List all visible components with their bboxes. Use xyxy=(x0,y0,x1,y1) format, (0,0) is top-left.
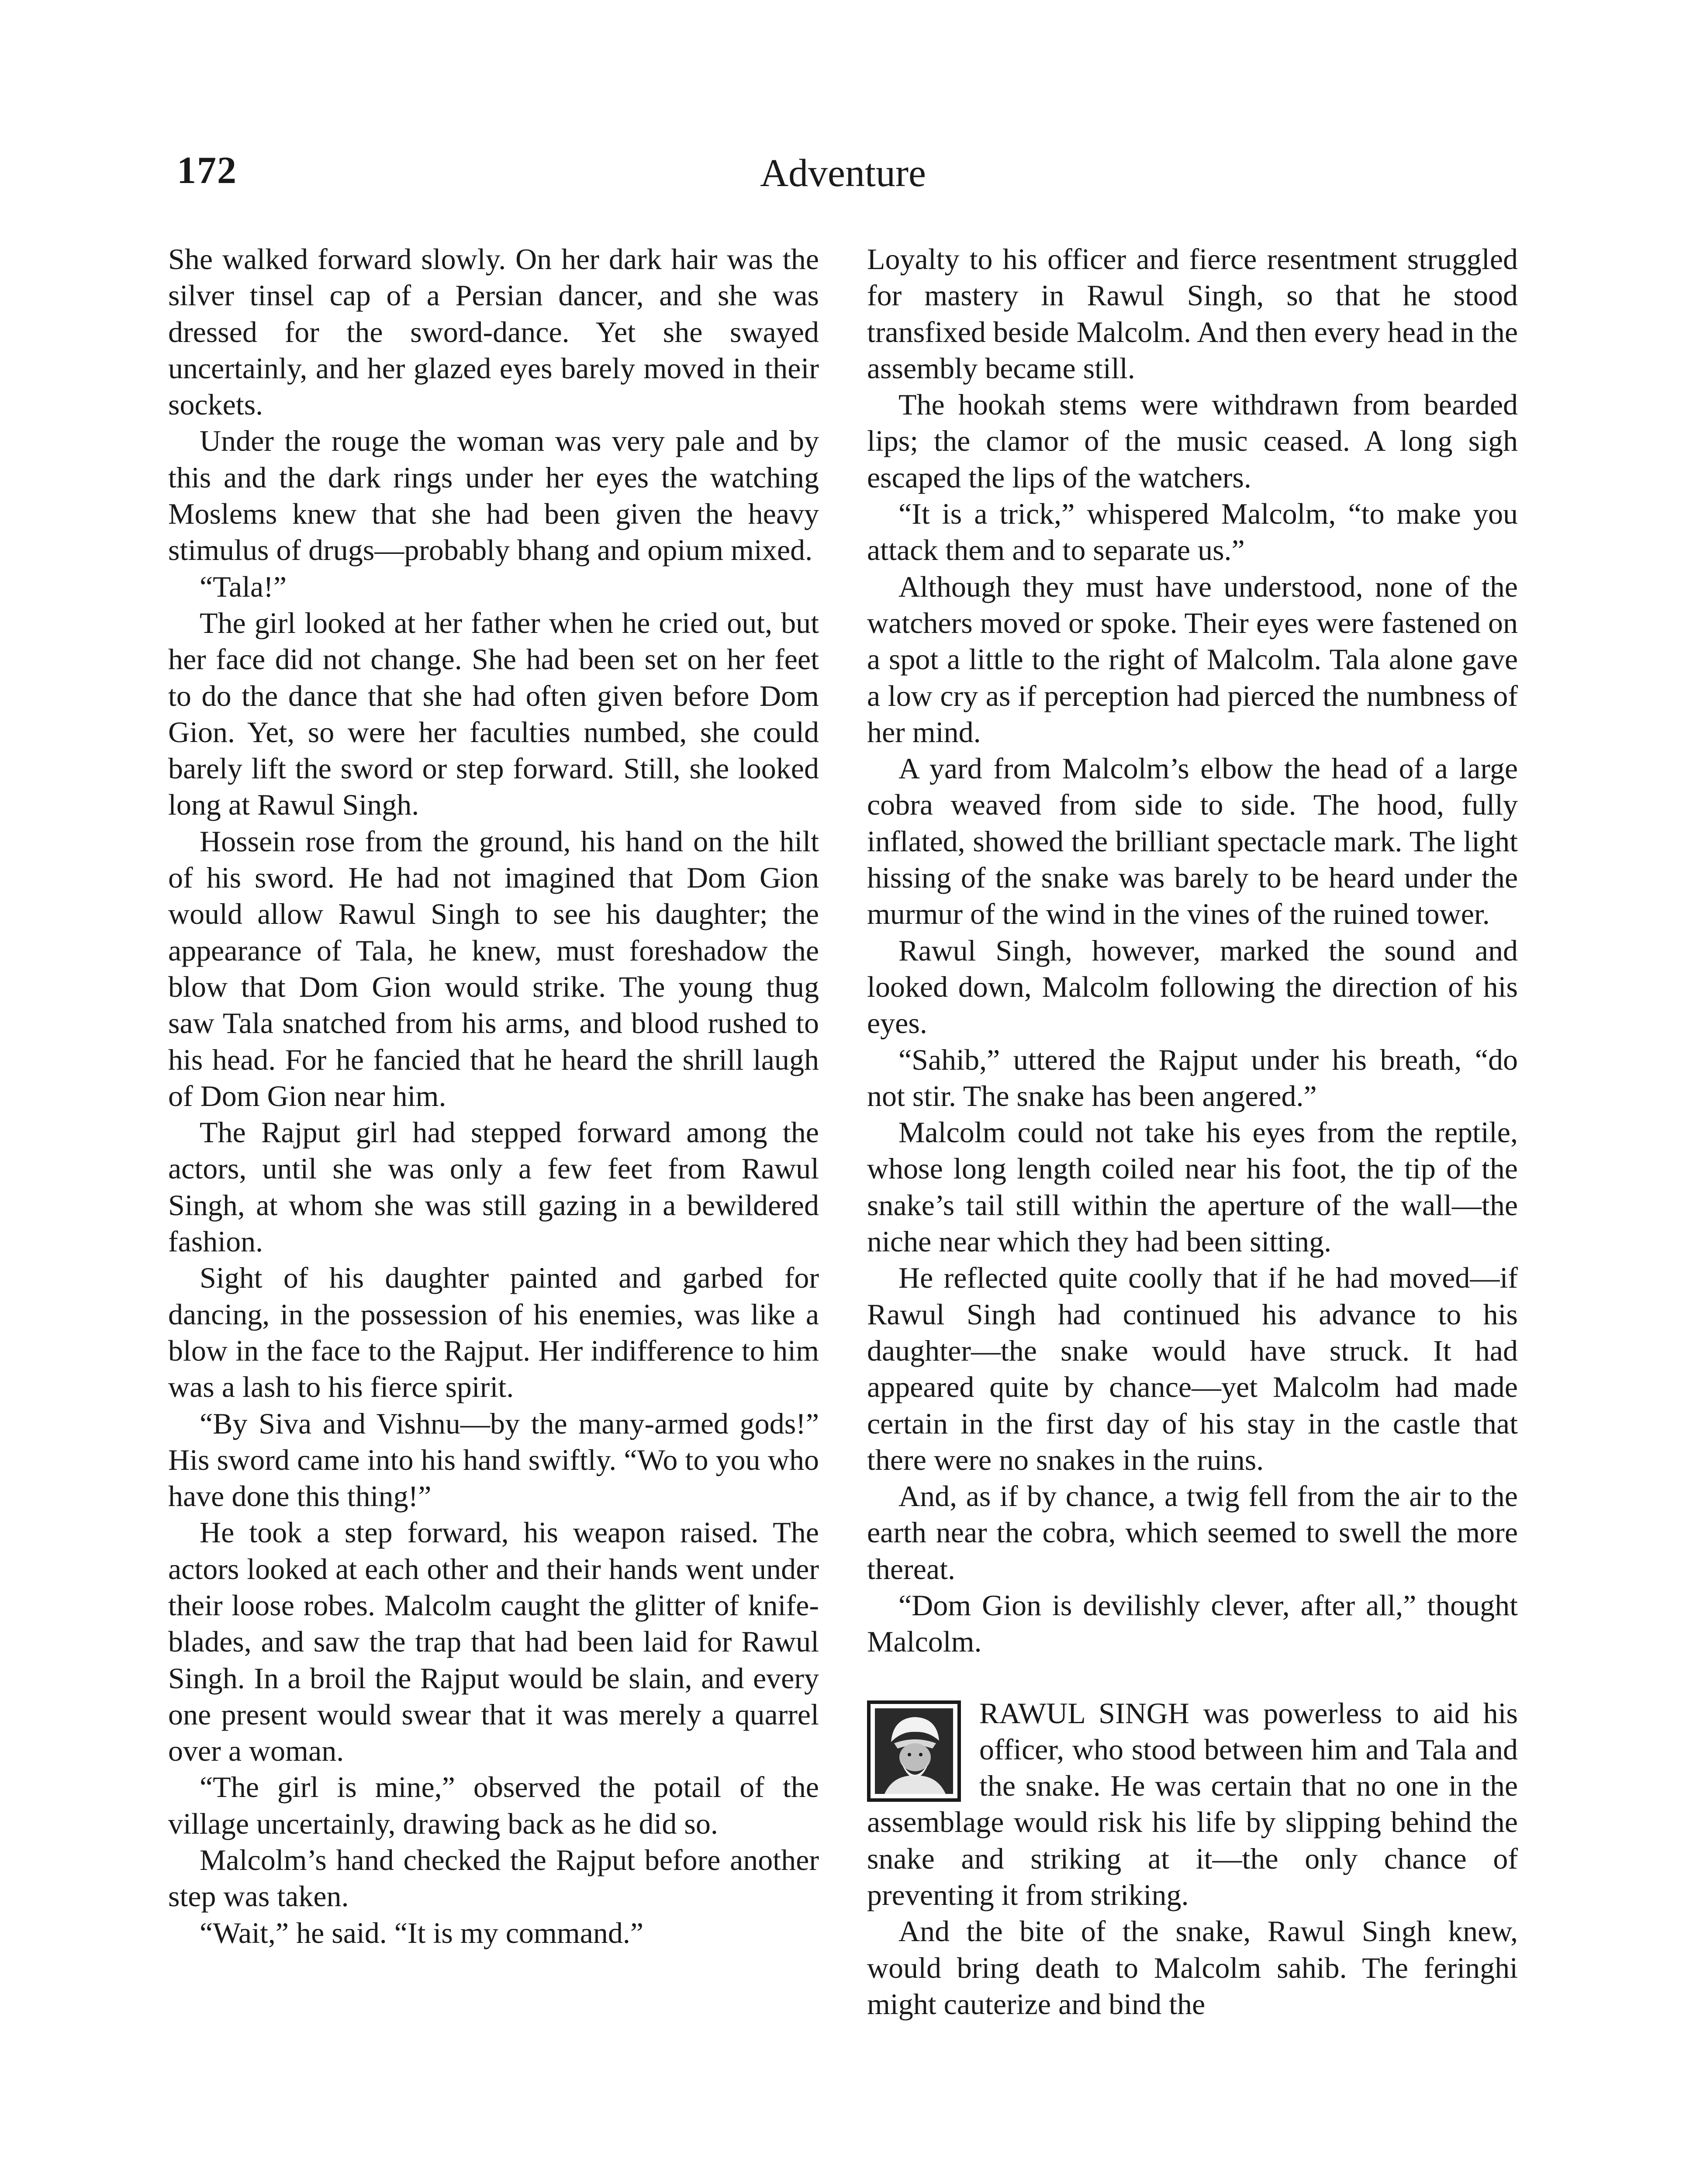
right-column xyxy=(867,241,1518,2022)
left-column xyxy=(168,241,819,1951)
paragraph: Loyalty to his officer and fierce resentment struggled for mastery in Rawul Singh, so that he stood transfixed beside Malcolm. And then every head in the assembly became still. xyxy=(867,242,1518,385)
paragraph: “Dom Gion is devilishly clever, after all,” thought Malcolm. xyxy=(867,1588,1518,1659)
paragraph: Rawul Singh, however, marked the sound and looked down, Malcolm following the direction of his eyes. xyxy=(867,933,1518,1040)
paragraph: Malcolm could not take his eyes from the reptile, whose long length coiled near his foot, the tip of the snake’s tail still within the aperture of the wall—the niche near which they had been sitting. xyxy=(867,1116,1518,1258)
paragraph: The hookah stems were withdrawn from bearded lips; the clamor of the music ceased. A long sigh escaped the lips of the watchers. xyxy=(867,388,1518,494)
paragraph: RAWUL SINGH was powerless to aid his officer, who stood between him and Tala and the snake. He was certain that no one in the assemblage would risk his life by slipping behind the snake and striking at it—the only chance of preventing it from striking. xyxy=(867,1696,1518,1912)
turbaned-figure-icon xyxy=(867,1700,961,1802)
paragraph: Under the rouge the woman was very pale and by this and the dark rings under her eyes the watching Moslems knew that she had been given the heavy stimulus of drugs—probably bhang and opium mixed. xyxy=(168,424,819,567)
page-number: 172 xyxy=(177,149,237,192)
paragraph: Although they must have understood, none of the watchers moved or spoke. Their eyes were fastened on a spot a little to the right of Malcolm. Tala alone gave a low cry as if perception had pierced the numbness of her mind. xyxy=(867,570,1518,749)
paragraph: Sight of his daughter painted and garbed for dancing, in the possession of his enemies, was like a blow in the face to the Rajput. Her indifference to him was a lash to his fierce spirit. xyxy=(168,1261,819,1404)
paragraph: The girl looked at her father when he cried out, but her face did not change. She had been set on her feet to do the dance that she had often given before Dom Gion. Yet, so were her faculties numbed, she could barely lift the sword or step forward. Still, she looked long at Rawul Singh. xyxy=(168,606,819,822)
paragraph: He reflected quite coolly that if he had moved—if Rawul Singh had continued his advance to his daughter—the snake would have struck. It had appeared quite by chance—yet Malcolm had made certain in the first day of his stay in the castle that there were no snakes in the ruins. xyxy=(867,1261,1518,1476)
paragraph: She walked forward slowly. On her dark hair was the silver tinsel cap of a Persian dancer, and she was dressed for the sword-dance. Yet she swayed uncertainly, and her glazed eyes barely moved in their sockets. xyxy=(168,242,819,422)
paragraph: “By Siva and Vishnu—by the many-armed gods!” His sword came into his hand swiftly. “Wo to you who have done this thing!” xyxy=(168,1406,819,1513)
paragraph: Malcolm’s hand checked the Rajput before another step was taken. xyxy=(168,1843,819,1913)
paragraph: Hossein rose from the ground, his hand on the hilt of his sword. He had not imagined that Dom Gion would allow Rawul Singh to see his daughter; the appearance of Tala, he knew, must foreshadow the blow that Dom Gion would strike. The young thug saw Tala snatched from his arms, and blood rushed to his head. For he fancied that he heard the shrill laugh of Dom Gion near him. xyxy=(168,824,819,1113)
paragraph: “The girl is mine,” observed the potail of the village uncertainly, drawing back as he did so. xyxy=(168,1770,819,1840)
paragraph: “Tala!” xyxy=(200,570,287,603)
paragraph: “It is a trick,” whispered Malcolm, “to make you attack them and to separate us.” xyxy=(867,497,1518,567)
section-opening xyxy=(867,1695,1518,1914)
paragraph: “Sahib,” uttered the Rajput under his breath, “do not stir. The snake has been angered.” xyxy=(867,1043,1518,1113)
paragraph: A yard from Malcolm’s elbow the head of a large cobra weaved from side to side. The hood, fully inflated, showed the brilliant spectacle mark. The light hissing of the snake was barely to be heard under the murmur of the wind in the vines of the ruined tower. xyxy=(867,752,1518,931)
running-head: Adventure xyxy=(760,152,926,195)
paragraph: And the bite of the snake, Rawul Singh knew, would bring death to Malcolm sahib. The feringhi might cauterize and bind the xyxy=(867,1914,1518,2021)
paragraph: The Rajput girl had stepped forward among the actors, until she was only a few feet from Rawul Singh, at whom she was still gazing in a bewildered fashion. xyxy=(168,1116,819,1258)
paragraph: He took a step forward, his weapon raised. The actors looked at each other and their hands went under their loose robes. Malcolm caught the glitter of knife-blades, and saw the trap that had been laid for Rawul Singh. In a broil the Rajput would be slain, and every one present would swear that it was merely a quarrel over a woman. xyxy=(168,1516,819,1768)
paragraph: “Wait,” he said. “It is my command.” xyxy=(200,1916,644,1949)
paragraph: And, as if by chance, a twig fell from the air to the earth near the cobra, which seemed to swell the more thereat. xyxy=(867,1479,1518,1586)
